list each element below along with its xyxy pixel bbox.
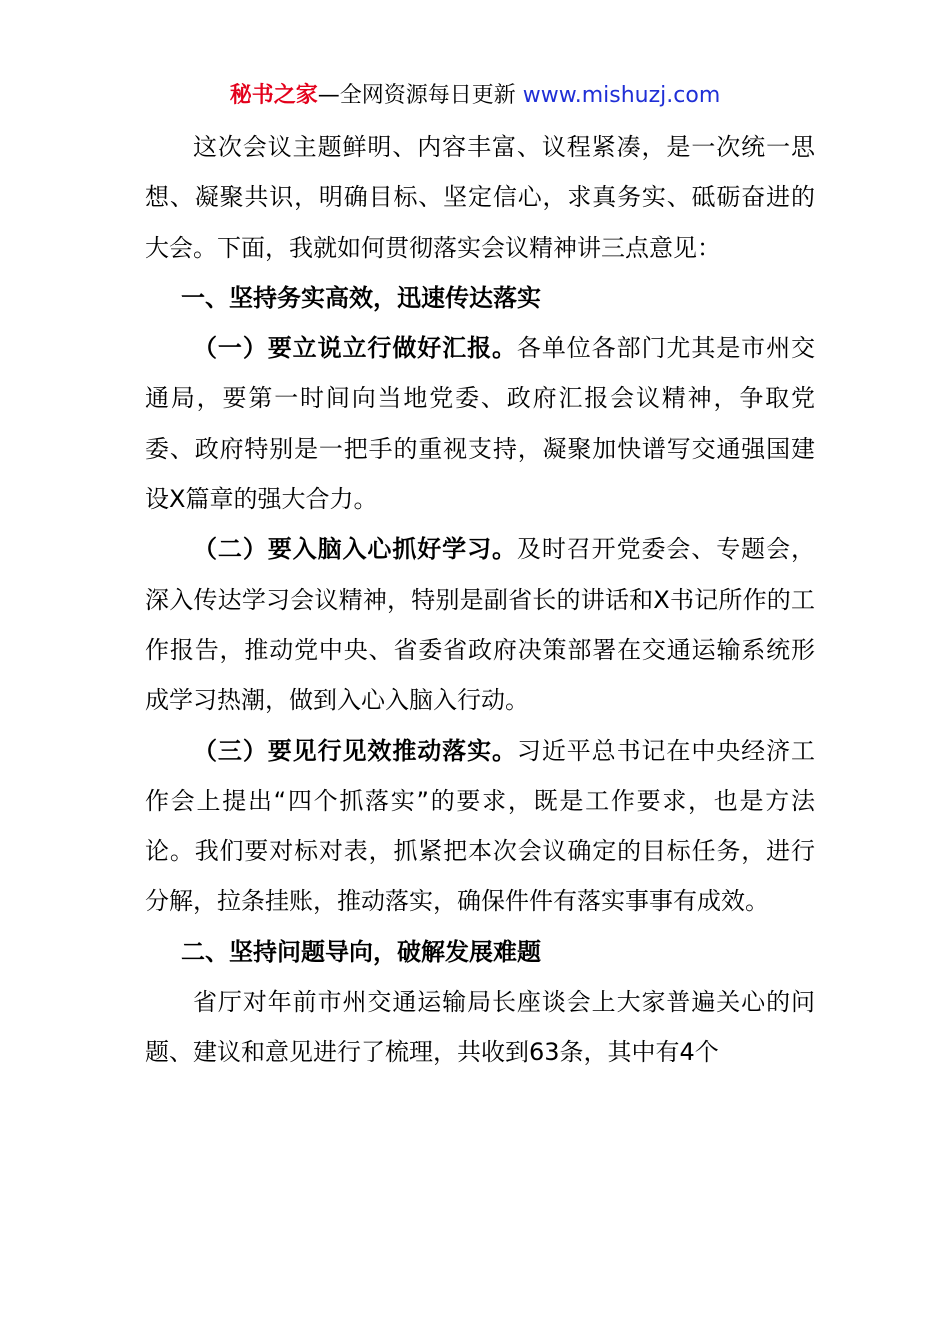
site-brand: 秘书之家 [229, 83, 318, 108]
item-text-2: 及时召开党委会、专题会，深入传达学习会议精神，特别是副省长的讲话和X书记所作的工作报告，推动党中央、省委省政府决策部署在交通运输系统形成学习热潮，做到入心入脑入行动。 [145, 535, 816, 715]
closing-paragraph: 省厅对年前市州交通运输局长座谈会上大家普遍关心的问题、建议和意见进行了梳理，共收到63条，其中有4个 [145, 988, 815, 1067]
section-heading-1: 一、坚持务实高效，迅速传达落实 [181, 283, 541, 312]
item-text-3: 习近平总书记在中央经济工作会上提出“四个抓落实”的要求，既是工作要求，也是方法论。我们要对标对表，抓紧把本次会议确定的目标任务，进行分解，拉条挂账，推动落实，确保件件有落实事事有成效。 [145, 736, 816, 916]
section-heading-2: 二、坚持问题导向，破解发展难题 [181, 937, 541, 966]
site-url-link[interactable]: www.mishuzj.com [522, 83, 721, 108]
item-paragraph-1 [145, 323, 815, 524]
item-lead-3: （三）要见行见效推动落实。 [193, 736, 517, 765]
item-lead-2: （二）要入脑入心抓好学习。 [193, 535, 517, 564]
intro-paragraph: 这次会议主题鲜明、内容丰富、议程紧凑，是一次统一思想、凝聚共识，明确目标、坚定信心，求真务实、砥砺奋进的大会。下面，我就如何贯彻落实会议精神讲三点意见： [145, 133, 815, 262]
document-body [145, 122, 815, 1078]
site-header [0, 80, 950, 112]
item-paragraph-2 [145, 524, 815, 725]
item-text-1: 各单位各部门尤其是市州交通局，要第一时间向当地党委、政府汇报会议精神，争取党委、政府特别是一把手的重视支持，凝聚加快谱写交通强国建设X篇章的强大合力。 [145, 334, 816, 514]
item-paragraph-3 [145, 726, 815, 927]
site-tagline: —全网资源每日更新 [317, 83, 523, 108]
item-lead-1: （一）要立说立行做好汇报。 [193, 334, 517, 363]
